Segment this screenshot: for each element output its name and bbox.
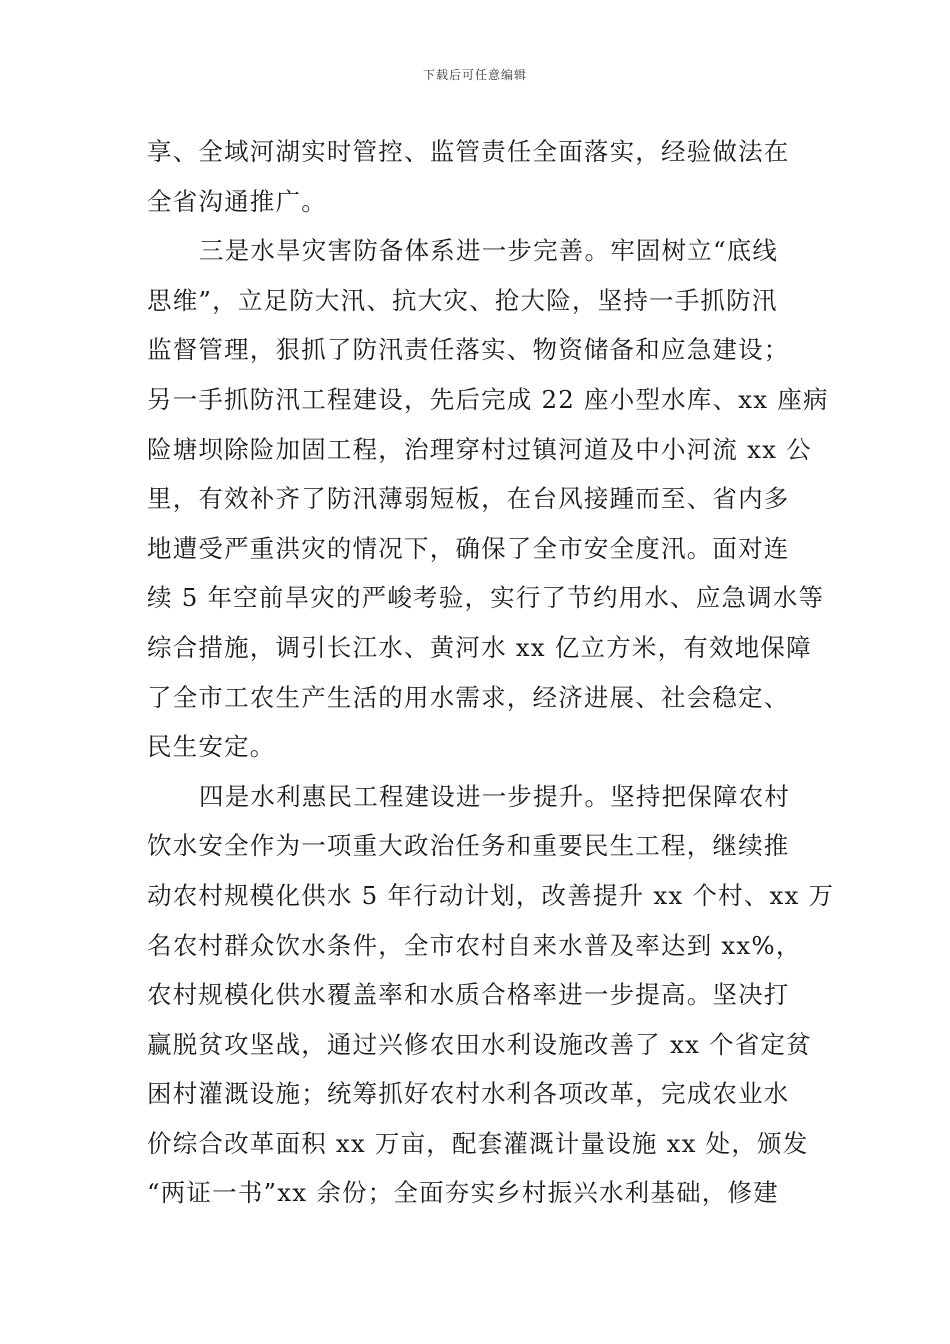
paragraph-start-line: 三是水旱灾害防备体系进一步完善。牢固树立“底线 [199, 236, 779, 266]
text-line: 困村灌溉设施；统筹抓好农村水利各项改革，完成农业水 [147, 1079, 790, 1109]
paragraph-start-line: 四是水利惠民工程建设进一步提升。坚持把保障农村 [199, 781, 791, 811]
text-line: 险塘坝除险加固工程，治理穿村过镇河道及中小河流 xx 公 [147, 434, 812, 464]
text-line: “两证一书”xx 余份；全面夯实乡村振兴水利基础，修建 [147, 1178, 779, 1208]
text-line: 地遭受严重洪灾的情况下，确保了全市安全度汛。面对连 [147, 533, 790, 563]
text-line: 里，有效补齐了防汛薄弱短板，在台风接踵而至、省内多 [147, 484, 790, 514]
text-line: 续 5 年空前旱灾的严峻考验，实行了节约用水、应急调水等 [147, 583, 825, 613]
text-line: 思维”，立足防大汛、抗大灾、抢大险，坚持一手抓防汛 [147, 285, 778, 315]
text-line: 赢脱贫攻坚战，通过兴修农田水利设施改善了 xx 个省定贫 [147, 1029, 812, 1059]
text-line: 农村规模化供水覆盖率和水质合格率进一步提高。坚决打 [147, 980, 790, 1010]
text-line: 饮水安全作为一项重大政治任务和重要民生工程，继续推 [147, 831, 790, 861]
text-line: 了全市工农生产生活的用水需求，经济进展、社会稳定、 [147, 682, 790, 712]
text-line: 价综合改革面积 xx 万亩，配套灌溉计量设施 xx 处，颁发 [147, 1128, 809, 1158]
text-line: 监督管理，狠抓了防汛责任落实、物资储备和应急建设； [147, 335, 790, 365]
text-line: 动农村规模化供水 5 年行动计划，改善提升 xx 个村、xx 万 [147, 880, 835, 910]
body-text [147, 127, 835, 1218]
text-line: 享、全域河湖实时管控、监管责任全面落实，经验做法在 [147, 137, 790, 166]
text-line: 民生安定。 [147, 732, 276, 762]
text-line: 名农村群众饮水条件，全市农村自来水普及率达到 xx%， [147, 930, 802, 960]
text-line: 综合措施，调引长江水、黄河水 xx 亿立方米，有效地保障 [147, 632, 812, 662]
text-line: 全省沟通推广。 [147, 186, 327, 216]
header-note: 下载后可任意编辑 [422, 68, 527, 82]
text-line: 另一手抓防汛工程建设，先后完成 22 座小型水库、xx 座病 [147, 384, 829, 414]
